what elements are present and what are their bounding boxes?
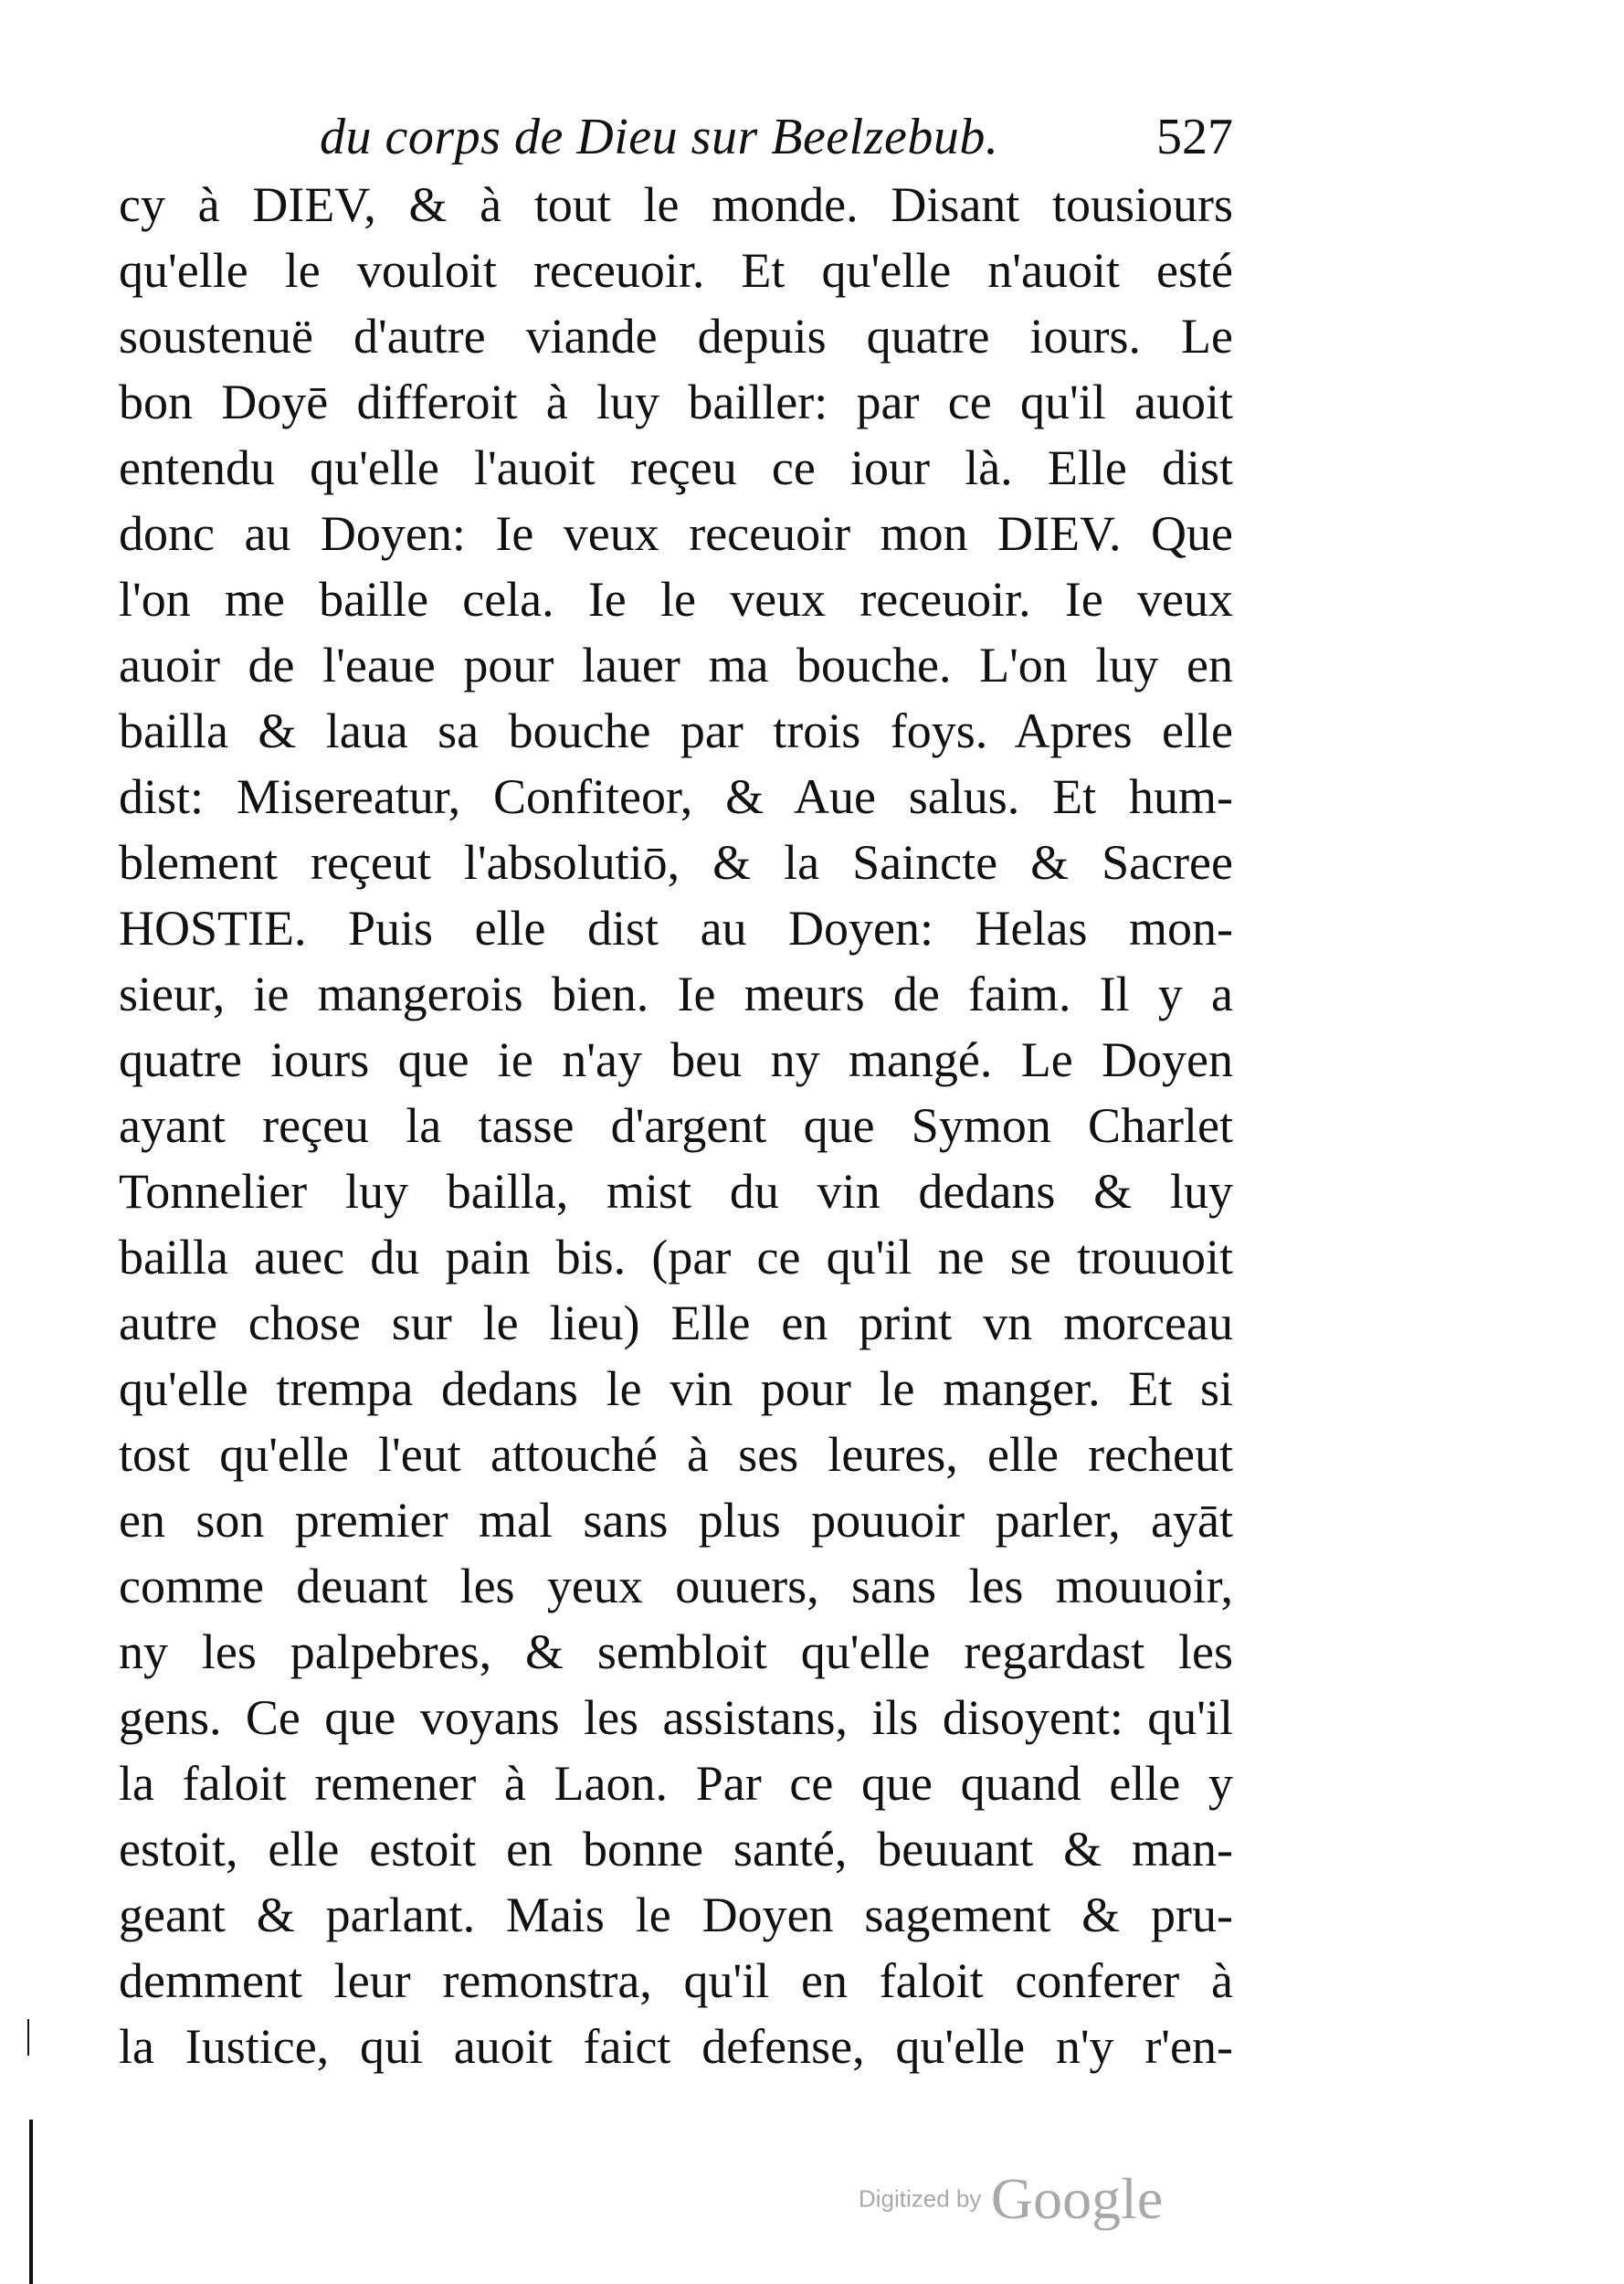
text-line: HOSTIE. Puis elle dist au Doyen: Helas mon-: [119, 901, 1233, 956]
digitized-by-watermark: [859, 2165, 1163, 2233]
scan-edge-mark: [29, 2120, 33, 2284]
text-line: Tonnelier luy bailla, mist du vin dedans & luy: [119, 1164, 1233, 1219]
page-number: 527: [1156, 109, 1233, 165]
text-line: qu'elle trempa dedans le vin pour le manger. Et si: [119, 1361, 1233, 1416]
text-line: la Iustice, qui auoit faict defense, qu'elle n'y r'en-: [119, 2019, 1233, 2074]
text-line: l'on me baille cela. Ie le veux receuoir. Ie veux: [119, 572, 1233, 627]
text-line: auoir de l'eaue pour lauer ma bouche. L'on luy en: [119, 638, 1233, 693]
text-line: comme deuant les yeux ouuers, sans les mouuoir,: [119, 1559, 1233, 1613]
body-text: [119, 172, 1233, 2079]
text-line: bon Doyē differoit à luy bailler: par ce qu'il auoit: [119, 375, 1233, 429]
text-line: soustenuë d'autre viande depuis quatre iours. Le: [119, 309, 1233, 364]
text-line: estoit, elle estoit en bonne santé, beuuant & man-: [119, 1822, 1233, 1877]
running-title: du corps de Dieu sur Beelzebub.: [320, 109, 999, 165]
text-line: sieur, ie mangerois bien. Ie meurs de faim. Il y a: [119, 967, 1233, 1021]
page-header: [119, 108, 1233, 172]
text-line: autre chose sur le lieu) Elle en print vn morceau: [119, 1295, 1233, 1350]
text-line: dist: Misereatur, Confiteor, & Aue salus. Et hum-: [119, 769, 1233, 824]
text-line: cy à DIEV, & à tout le monde. Disant tousiours: [119, 177, 1233, 232]
text-line: en son premier mal sans plus pouuoir parler, ayāt: [119, 1493, 1233, 1548]
text-line: ayant reçeu la tasse d'argent que Symon Charlet: [119, 1098, 1233, 1153]
text-line: gens. Ce que voyans les assistans, ils disoyent: qu'il: [119, 1690, 1233, 1745]
text-line: demment leur remonstra, qu'il en faloit conferer à: [119, 1953, 1233, 2008]
text-line: bailla auec du pain bis. (par ce qu'il ne se trouuoit: [119, 1230, 1233, 1285]
text-line: quatre iours que ie n'ay beu ny mangé. Le Doyen: [119, 1032, 1233, 1087]
text-line: tost qu'elle l'eut attouché à ses leures, elle recheut: [119, 1427, 1233, 1482]
text-line: blement reçeut l'absolutiō, & la Saincte & Sacree: [119, 835, 1233, 890]
text-line: bailla & laua sa bouche par trois foys. Apres elle: [119, 703, 1233, 758]
text-line: donc au Doyen: Ie veux receuoir mon DIEV. Que: [119, 506, 1233, 561]
text-line: la faloit remener à Laon. Par ce que quand elle y: [119, 1756, 1233, 1811]
text-line: geant & parlant. Mais le Doyen sagement & pru-: [119, 1887, 1233, 1942]
text-line: qu'elle le vouloit receuoir. Et qu'elle n'auoit esté: [119, 243, 1233, 298]
digitized-label: Digitized by: [859, 2184, 982, 2213]
text-line: ny les palpebres, & sembloit qu'elle regardast les: [119, 1624, 1233, 1679]
text-line: entendu qu'elle l'auoit reçeu ce iour là. Elle dist: [119, 440, 1233, 495]
google-logo: Google: [990, 2166, 1164, 2231]
scan-edge-mark: [27, 2019, 29, 2056]
